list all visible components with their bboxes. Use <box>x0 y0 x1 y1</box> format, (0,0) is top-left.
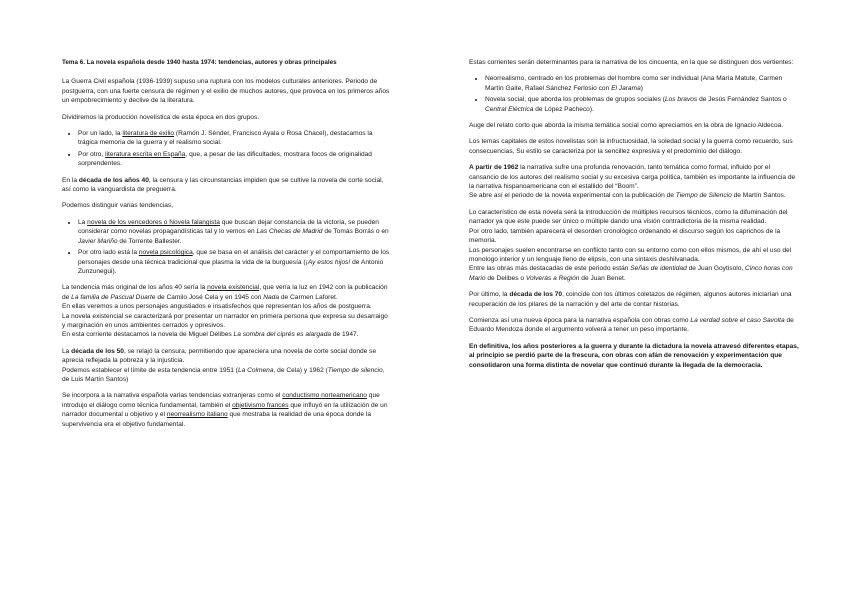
left-column <box>62 58 392 436</box>
bullet-list-tendencies <box>62 218 392 276</box>
paragraph-characteristics: Lo característico de esta novela será la introducción de múltiples recursos técnicos, como la difuminación del narrador ya que este puede ser único o múltiple dando una visión contradictoria de la misma realidad. <box>469 208 788 226</box>
bullet-list-groups <box>62 129 392 169</box>
paragraph-new-era: Comienza así una nueva época para la narrativa española con obras como La verdad sobre el caso Savolta de Eduardo Mendoza donde el argumento volverá a tener un peso importante. <box>469 316 794 334</box>
paragraph-characters: Los personajes suelen encontrarse en conflicto tanto con su entorno como con ellos mismos, de ahí el uso del monologo interior y un lenguaje lleno de elipsis, con una sintaxis deshilvanada. <box>469 246 792 263</box>
paragraph-chronology: Por otro lado, también aparecerá el desorden cronológico ordenando el discurso según los caprichos de la memoria. <box>469 227 781 245</box>
list-item: • Novela social, que aborda los problemas de grupos sociales (Los bravos de Jesús Fernández Santos o Central Eléctrica de López Pacheco). <box>485 95 799 114</box>
paragraph-intro: La Guerra Civil española (1936-1939) supuso una ruptura con los modelos culturales anteriores. Periodo de postguerra, con una fuerte censura de régimen y el exilio de muchos autores, que provoca en los primeros años un empobrecimiento y declive de la literatura. <box>62 78 390 105</box>
paragraph-themes: Los temas capitales de estos novelistas son la infructuosidad, la soledad social y la guerra como recuerdo, sus consecuencias, Su estilo se caracteriza por la sencillez expresiva y el predominio del diálogo. <box>469 138 793 155</box>
paragraph-existential-narrator: La novela existencial se caracterizará por presentar un narrador en primera persona que expresa su desarraigo y marginación en unos ambientes cerrados y opresivos. <box>62 312 388 329</box>
paragraph-existential: La tendencia más original de los años 40 sería la novela existencial, que vería la luz en 1942 con la publicación de La familia de Pascual Duarte de Camilo José Cela y en 1945 con Nada de Carmen Laforet. <box>62 284 388 301</box>
paragraph-short-story: Auge del relato corto que aborda la misma temática social como apreciamos en la obra de Ignacio Aldecoa. <box>469 122 784 130</box>
paragraph-notable-works: Entre las obras más destacadas de este periodo están Señas de identidad de Juan Goytisolo, Cinco horas con Mario de Delibes o Volverás a Región de Juan Benet. <box>469 265 793 282</box>
paragraph-existential-characters: En ellas veremos a unos personajes angustiados e insatisfechos que representan los años de postguerra. <box>62 303 372 311</box>
paragraph-decade-50: La década de los 50, se relajó la censura, permitiendo que apareciera una novela de corte social donde se aprecia reflejada la pobreza y la injusticia. <box>62 347 377 365</box>
paragraph-tendencies: Podemos distinguir varias tendencias, <box>62 202 174 210</box>
list-item: • Por otro, literatura escrita en España, que, a pesar de las dificultades, mostrara focos de originalidad sorprendentes. <box>78 150 392 169</box>
list-item: • Por otro lado está la novela psicológica, que se basa en el análisis del carácter y el comportamiento de los personajes desde una técnica tradicional que plasma la vida de la burguesía (¡Ay estos hijos! de Antonio Zunzunegui). <box>78 248 392 276</box>
list-item: • La novela de los vencedores o Novela falangista que buscan dejar constancia de la victoria, se pueden considerar como novelas propagandísticas tal y lo vemos en Las Checas de Madrid de Tomás Borrás o en Javier Mariño de Torrente Ballester. <box>78 218 392 246</box>
paragraph-decade-70: Por último, la década de los 70, coincide con los últimos coletazos de régimen, algunos autores iniciarían una recuperación de los pilares de la narración y del arte de contar historias. <box>469 291 792 308</box>
paragraph-delibes: En esta corriente destacamos la novela de Miguel Delibes La sombra del ciprés es alargada de 1947. <box>62 331 359 339</box>
paragraph-1962: A partir de 1962 la narrativa sufre una profunda renovación, tanto temática como formal, influido por el cansancio de los autores del realismo social y su excesiva carga política, también es importante la influencia de la narrativa hispanoamericana con el estallido del “Boom”. <box>469 164 796 191</box>
paragraph-experimental: Se abre así el periodo de la novela experimental con la publicación de Tiempo de Silencio de Martín Santos. <box>469 192 786 200</box>
paragraph-conclusion: En definitiva, los años posteriores a la guerra y durante la dictadura la novela atravesó diferentes etapas, al principio se perdió parte de la frescura, con obras con afán de renovación y experimentación que consolidaron una forma distinta de novelar que continuó durante la llegada de la democracia. <box>469 342 799 369</box>
paragraph-currents: Estas corrientes serán determinantes para la narrativa de los cincuenta, en la que se distinguen dos vertientes: <box>469 59 794 66</box>
paragraph-social-limit: Podemos establecer el límite de esta tendencia entre 1951 (La Colmena, de Cela) y 1962 (Tiempo de silencio, de Luis Martín Santos) <box>62 366 385 383</box>
list-item: • Por un lado, la literatura de exilio (Ramón J. Sénder, Francisco Ayala o Rosa Chacel), destacamos la trágica memoria de la guerra y el realismo social. <box>78 129 392 148</box>
list-item: • Neorrealismo, centrado en los problemas del hombre como ser individual (Ana María Matute, Carmen Martín Gaite, Rafael Sánchez Ferlosio con El Jarama) <box>485 74 799 93</box>
right-column <box>469 58 799 377</box>
document-title: Tema 6. La novela española desde 1940 hasta 1974: tendencias, autores y obras principales <box>62 59 337 66</box>
paragraph-decade-40: En la década de los años 40, la censura y las circunstancias impiden que se cultive la novela de corte social, así como la vanguardista de preguerra. <box>62 176 384 194</box>
paragraph-foreign-trends: Se incorpora a la narrativa española varias tendencias extranjeras como el conductismo norteamericano que introdujo el diálogo como técnica fundamental, también el objetivismo francés que influyó en la utilización de un narrador documental u objetivo y el neorrealismo italiano que mostraba la realidad de una época donde la supervivencia era el objetivo fundamental. <box>62 392 388 428</box>
paragraph-groups: Dividiremos la producción novelística de esta época en dos grupos. <box>62 113 260 121</box>
bullet-list-currents <box>469 74 799 114</box>
